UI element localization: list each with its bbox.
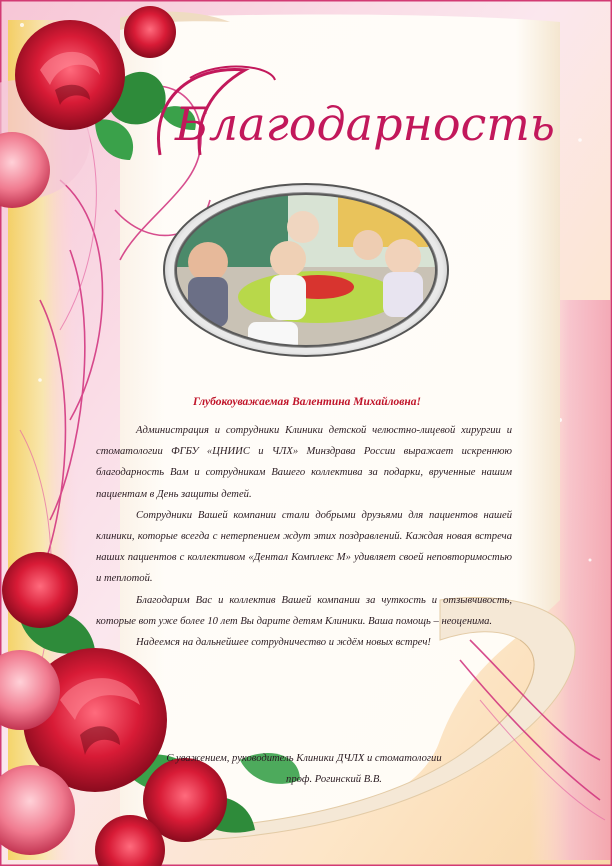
signature-line-2: проф. Рогинский В.В. [286,774,382,785]
children-photo [168,187,444,352]
signature-line-1: С уважением, руководитель Клиники ДЧЛХ и стоматологии [166,753,442,764]
paragraph-3: Благодарим Вас и коллектив Вашей компании за чуткость и отзывчивость, которые вот уже более 10 лет Вы дарите детям Клиники. Ваша помощь – неоценима. [96,594,512,627]
paragraph-1: Администрация и сотрудники Клиники детской челюстно-лицевой хирургии и стоматологии ФГБУ «ЦНИИС и ЧЛХ» Минздрава России выражает искреннюю благодарность Вам и сотрудникам Вашего коллектива за подарки, врученные нашим пациентам в День защиты детей. [96,425,512,500]
certificate-title [150,60,570,170]
greeting: Глубокоуважаемая Валентина Михайловна! [192,396,422,408]
paragraph-2: Сотрудники Вашей компании стали добрыми друзьями для пациентов нашей клиники, которые всегда с нетерпением ждут этих поздравлений. Каждая новая встреча наших пациентов с коллективом «Дентал Комплекс М» удивляет своей неповторимостью и теплотой. [96,509,512,585]
letter-body [96,420,512,653]
paragraph-4: Надеемся на дальнейшее сотрудничество и ждём новых встреч! [136,637,431,649]
title-text: Благодарность [175,97,555,151]
signature-block [96,748,512,790]
